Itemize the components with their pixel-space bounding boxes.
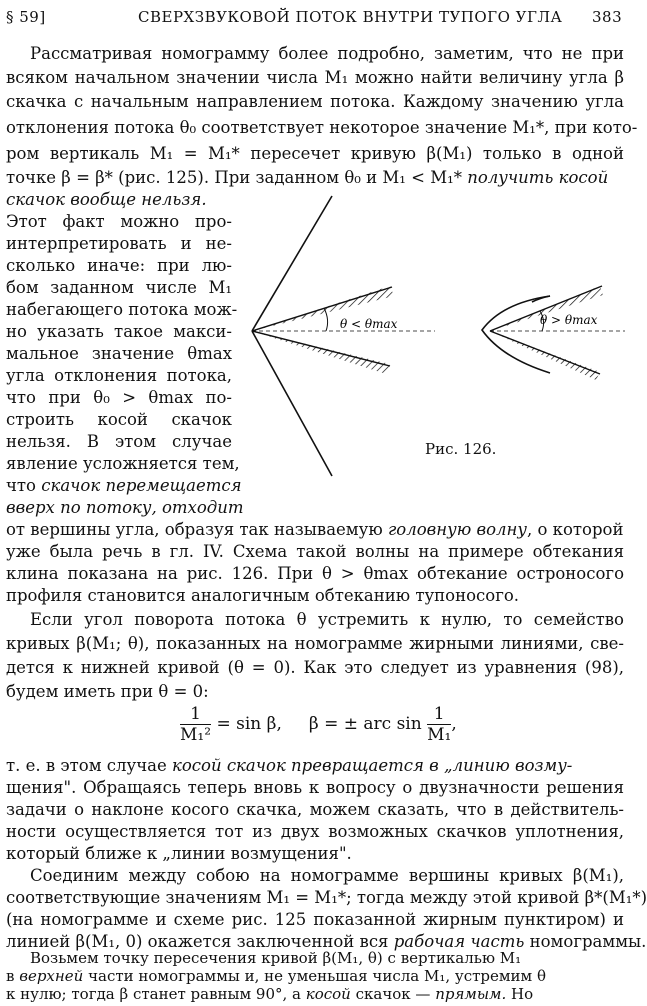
right-diagram <box>482 286 625 380</box>
text-line: соответствующие значениям M₁ = M₁*; тогда между этой кривой β*(M₁*) <box>6 888 647 907</box>
text-line: скачка с начальным направлением потока. Каждому значению угла <box>6 92 624 111</box>
text-line: который ближе к „линии возмущения". <box>6 844 352 863</box>
text-run: к нулю; тогда β станет равным 90°, а <box>6 985 306 1003</box>
text-line <box>6 986 533 1002</box>
text-line: Рассматривая номограмму более подробно, заметим, что не при <box>30 44 624 63</box>
text-line: сколько иначе: при лю- <box>6 256 232 275</box>
text-line: вверх по потоку, отходит <box>6 498 244 517</box>
bow-shock <box>482 296 550 373</box>
text-run: точке β = β* (рис. 125). При заданном θ₀ и M₁ < M₁* <box>6 168 468 187</box>
text-run: от вершины угла, образуя так называемую <box>6 520 388 539</box>
italic-run: косой <box>305 985 351 1003</box>
text-line: кривых β(M₁; θ), показанных на номограмме жирными линиями, све- <box>6 634 624 653</box>
text-line: клина показана на рис. 126. При θ > θmax обтекание остроносого <box>6 564 624 583</box>
denominator: M₁ <box>427 725 452 745</box>
text-line: угла отклонения потока, <box>6 366 232 385</box>
text-line: (на номограмме и схеме рис. 125 показанной жирным пунктиром) и <box>6 910 624 929</box>
text-line: отклонения потока θ₀ соответствует некоторое значение M₁*, при кото- <box>6 118 638 137</box>
wedge-lower <box>252 331 390 366</box>
text-line: ром вертикаль M₁ = M₁* пересечет кривую β(M₁) только в одной <box>6 144 624 163</box>
text-run: т. е. в этом случае <box>6 756 172 775</box>
angle-label: θ < θmax <box>340 317 398 331</box>
italic-run: прямым. <box>435 985 507 1003</box>
angle-label-right: θ > θmax <box>540 313 598 327</box>
text-line: но указать такое макси- <box>6 322 232 341</box>
text-line: строить косой скачок <box>6 410 232 429</box>
text-line: скачок вообще нельзя. <box>6 190 207 209</box>
header-title: СВЕРХЗВУКОВОЙ ПОТОК ВНУТРИ ТУПОГО УГЛА <box>138 8 563 26</box>
text-line <box>6 968 546 984</box>
fraction <box>427 704 451 745</box>
italic-run: скачок перемещается <box>41 476 242 495</box>
text-line: будем иметь при θ = 0: <box>6 682 209 701</box>
italic-run: верхней <box>19 967 84 985</box>
text-line: щения". Обращаясь теперь вновь к вопросу о двузначности решения <box>6 778 624 797</box>
numerator: 1 <box>180 704 211 725</box>
text-run: , о которой <box>526 520 624 539</box>
text-line: дется к нижней кривой (θ = 0). Как это следует из уравнения (98), <box>6 658 624 677</box>
text-line <box>6 476 242 496</box>
italic-run: косой скачок превращается в „линию возму- <box>171 756 573 775</box>
numerator: 1 <box>427 704 451 725</box>
text-run: скачок — <box>350 985 436 1003</box>
text-line: Возьмем точку пересечения кривой β(M₁, θ) с вертикалью M₁ <box>30 949 522 967</box>
text-line: интерпретировать и не- <box>6 234 232 253</box>
text-line: мальное значение θmax <box>6 344 232 363</box>
text-run: в <box>6 967 20 985</box>
equation-end: , <box>451 714 457 734</box>
text-run: номограммы. <box>524 932 647 951</box>
italic-run: рабочая часть <box>393 932 525 951</box>
text-line: задачи о наклоне косого скачка, можем сказать, что в действитель- <box>6 800 624 819</box>
left-diagram <box>252 196 435 476</box>
text-line: уже была речь в гл. IV. Схема такой волны на примере обтекания <box>6 542 624 561</box>
text-line: всяком начальном значении числа M₁ можно найти величину угла β <box>6 68 624 87</box>
page-number: 383 <box>592 8 623 26</box>
italic-run: получить косой <box>467 168 609 187</box>
text-line: явление усложняется тем, <box>6 454 240 473</box>
text-line <box>6 756 572 776</box>
text-run: что <box>6 476 42 495</box>
equation <box>180 704 457 764</box>
text-run: части номограммы и, не уменьшая числа M₁, устремим θ <box>83 967 547 985</box>
text-line: набегающего потока мож- <box>6 300 238 319</box>
wedge-lower-hatch-right <box>490 331 600 380</box>
text-line: Если угол поворота потока θ устремить к нулю, то семейство <box>30 610 624 629</box>
text-line: что при θ₀ > θmax по- <box>6 388 232 407</box>
text-line: ности осуществляется тот из двух возможных скачков уплотнения, <box>6 822 624 841</box>
text-run: Но <box>506 985 534 1003</box>
text-line: бом заданном числе M₁ <box>6 278 232 297</box>
equation-middle: = sin β, β = ± arc sin <box>211 714 428 734</box>
italic-run: головную волну <box>387 520 527 539</box>
text-line <box>6 520 623 540</box>
header-section: § 59] <box>6 8 46 26</box>
fraction <box>180 704 211 745</box>
text-run: линией β(M₁, 0) окажется заключенной вся <box>6 932 394 951</box>
text-line: нельзя. В этом случае <box>6 432 232 451</box>
figure-caption: Рис. 126. <box>425 440 497 458</box>
text-line: профиля становится аналогичным обтеканию тупоносого. <box>6 586 520 605</box>
text-line: Этот факт можно про- <box>6 212 232 231</box>
denominator: M₁² <box>180 725 212 745</box>
text-line: Соединим между собою на номограмме вершины кривых β(M₁), <box>30 866 624 885</box>
